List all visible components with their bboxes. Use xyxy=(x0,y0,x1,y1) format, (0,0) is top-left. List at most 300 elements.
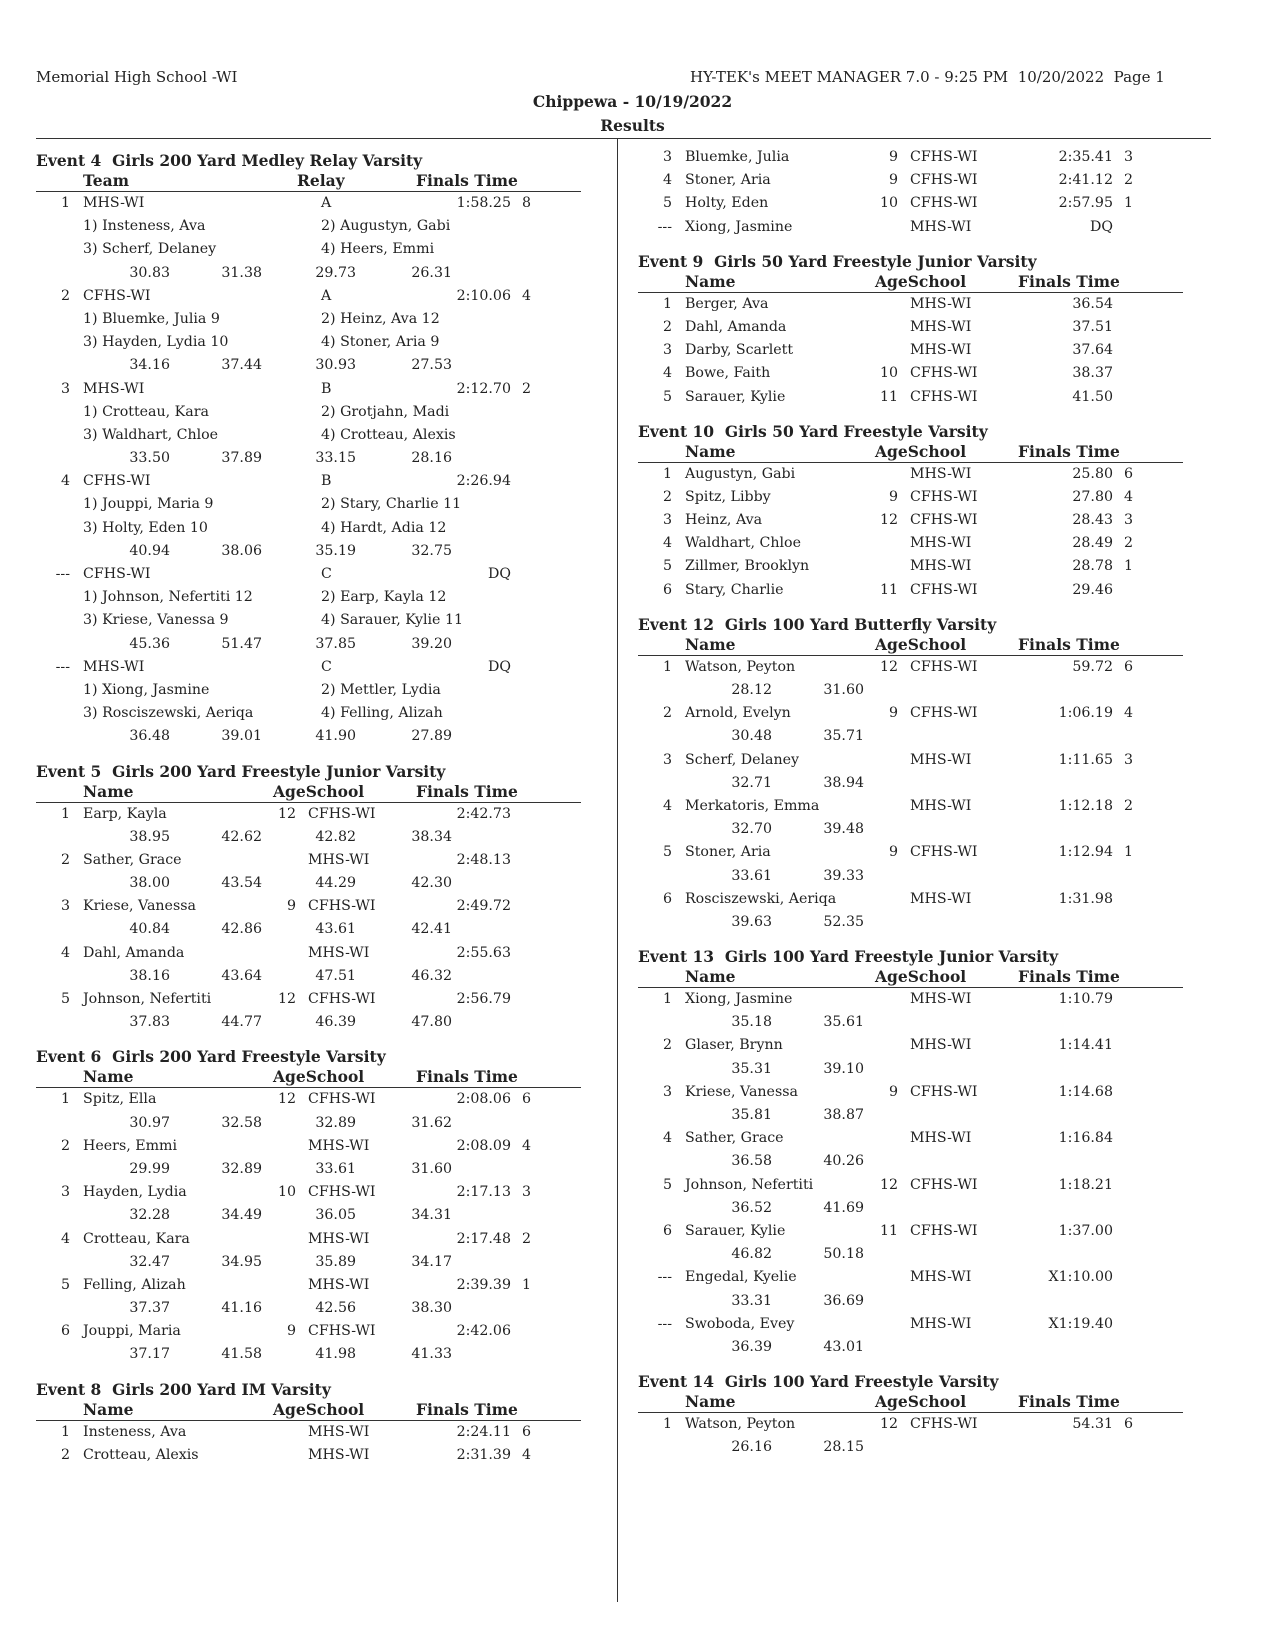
split-row xyxy=(638,1436,1210,1459)
place: 2 xyxy=(662,705,672,722)
finals-time: DQ xyxy=(487,566,511,582)
finals-time: 1:12.94 xyxy=(1058,844,1113,861)
split-time: 35.71 xyxy=(823,728,864,745)
split-time: 29.73 xyxy=(315,264,356,281)
split-time: 34.95 xyxy=(221,1253,262,1270)
age: 11 xyxy=(879,581,898,598)
place: 1 xyxy=(662,295,672,312)
finals-time: 2:42.73 xyxy=(456,805,511,822)
place: 5 xyxy=(60,991,70,1007)
column-header-row xyxy=(36,1400,581,1421)
place: 2 xyxy=(60,1137,70,1154)
split-time: 43.54 xyxy=(221,875,262,892)
finals-time: X1:19.40 xyxy=(1048,1315,1113,1332)
points: 4 xyxy=(1124,488,1134,505)
split-time: 39.20 xyxy=(411,635,452,652)
school: MHS-WI xyxy=(308,1423,370,1440)
relay-swimmers-row xyxy=(36,609,606,632)
split-row xyxy=(638,1290,1210,1313)
split-time: 40.84 xyxy=(129,921,170,938)
result-row xyxy=(36,988,606,1011)
split-time: 29.99 xyxy=(129,1160,170,1177)
relay-swimmer: 1) Johnson, Nefertiti 12 xyxy=(83,589,253,606)
place: 2 xyxy=(60,851,70,868)
relay-swimmer: 3) Scherf, Delaney xyxy=(83,241,217,258)
result-row xyxy=(36,1274,606,1297)
school: CFHS-WI xyxy=(910,1083,978,1100)
swimmer-name: Jouppi, Maria xyxy=(83,1323,181,1340)
event-event5 xyxy=(36,761,606,1035)
points: 2 xyxy=(1124,797,1134,814)
swimmer-name: Sather, Grace xyxy=(685,1130,784,1147)
school: MHS-WI xyxy=(910,465,972,482)
swimmer-name: Glaser, Brynn xyxy=(685,1037,783,1054)
split-row xyxy=(36,633,606,656)
split-time: 41.58 xyxy=(221,1346,262,1363)
results-subtitle: Results xyxy=(600,116,665,135)
split-row xyxy=(638,865,1210,888)
result-row xyxy=(638,1313,1210,1336)
finals-time: 38.37 xyxy=(1072,365,1113,382)
finals-time: 2:39.39 xyxy=(456,1276,511,1293)
split-time: 32.58 xyxy=(221,1114,262,1131)
age: 9 xyxy=(888,488,898,505)
age: 12 xyxy=(879,658,898,675)
split-time: 40.94 xyxy=(129,542,170,559)
result-row xyxy=(638,795,1210,818)
swimmer-name: Kriese, Vanessa xyxy=(685,1083,798,1100)
age: 9 xyxy=(888,844,898,861)
swimmer-name: Rosciszewski, Aeriqa xyxy=(685,890,837,907)
place: --- xyxy=(657,1315,672,1332)
result-row xyxy=(638,888,1210,911)
place: 1 xyxy=(662,991,672,1008)
column-header-row xyxy=(36,171,581,192)
split-time: 32.89 xyxy=(221,1160,262,1177)
split-time: 26.16 xyxy=(731,1439,772,1456)
points: 1 xyxy=(1124,558,1134,575)
split-time: 32.28 xyxy=(129,1207,170,1224)
swimmer-name: Spitz, Libby xyxy=(685,488,771,505)
age: 12 xyxy=(879,1176,898,1193)
column-header-row xyxy=(36,782,581,803)
points: 1 xyxy=(1124,844,1134,861)
split-time: 44.77 xyxy=(221,1014,262,1031)
points: 3 xyxy=(522,1184,532,1201)
place: 3 xyxy=(60,898,70,915)
finals-time: 28.49 xyxy=(1072,535,1113,552)
swimmer-name: Berger, Ava xyxy=(685,295,769,312)
header-name: Name xyxy=(685,1392,736,1412)
place: --- xyxy=(657,218,672,235)
result-row xyxy=(638,1127,1210,1150)
finals-time: 1:18.21 xyxy=(1058,1176,1113,1193)
swimmer-name: Dahl, Amanda xyxy=(685,318,787,335)
split-time: 39.10 xyxy=(823,1060,864,1077)
header-name: Name xyxy=(685,271,736,291)
split-time: 31.38 xyxy=(221,264,262,281)
relay-result-row xyxy=(36,378,606,401)
place: 4 xyxy=(662,797,672,814)
school: CFHS-WI xyxy=(308,1184,376,1201)
relay-swimmer: 4) Sarauer, Kylie 11 xyxy=(321,612,464,629)
age: 12 xyxy=(879,1416,898,1433)
finals-time: 2:49.72 xyxy=(456,898,511,915)
split-time: 30.83 xyxy=(129,264,170,281)
header-ageschool: AgeSchool xyxy=(875,967,967,987)
school: CFHS-WI xyxy=(308,898,376,915)
swimmer-name: Heers, Emmi xyxy=(83,1137,178,1154)
split-time: 31.62 xyxy=(411,1114,452,1131)
event-event13 xyxy=(638,946,1210,1359)
school: CFHS-WI xyxy=(910,581,978,598)
result-row xyxy=(36,1181,606,1204)
software-stamp: HY-TEK's MEET MANAGER 7.0 - 9:25 PM 10/20/2022 Page 1 xyxy=(690,68,1165,86)
relay-result-row xyxy=(36,470,606,493)
header-ageschool: AgeSchool xyxy=(875,634,967,654)
split-time: 33.31 xyxy=(731,1292,772,1309)
team: CFHS-WI xyxy=(83,287,151,304)
split-time: 42.86 xyxy=(221,921,262,938)
school: MHS-WI xyxy=(910,318,972,335)
relay-swimmer: 1) Bluemke, Julia 9 xyxy=(83,310,220,327)
split-row xyxy=(36,540,606,563)
split-time: 34.49 xyxy=(221,1207,262,1224)
split-row xyxy=(36,354,606,377)
meet-host-team: Memorial High School -WI xyxy=(36,68,238,86)
split-row xyxy=(36,826,606,849)
split-time: 46.39 xyxy=(315,1014,356,1031)
relay-swimmer: 4) Heers, Emmi xyxy=(321,241,435,258)
school: CFHS-WI xyxy=(308,1091,376,1108)
split-row xyxy=(638,1104,1210,1127)
relay-swimmer: 2) Heinz, Ava 12 xyxy=(321,310,440,327)
finals-time: 1:12.18 xyxy=(1058,797,1113,814)
place: --- xyxy=(657,1269,672,1286)
result-row xyxy=(638,749,1210,772)
place: 4 xyxy=(662,172,672,189)
split-time: 38.94 xyxy=(823,774,864,791)
split-time: 41.69 xyxy=(823,1199,864,1216)
place: 3 xyxy=(662,1083,672,1100)
split-time: 39.33 xyxy=(823,867,864,884)
points: 3 xyxy=(1124,149,1134,165)
split-time: 43.01 xyxy=(823,1338,864,1355)
split-time: 27.89 xyxy=(411,728,452,745)
split-time: 36.58 xyxy=(731,1153,772,1170)
points: 1 xyxy=(1124,195,1134,212)
place: 1 xyxy=(662,465,672,482)
school: CFHS-WI xyxy=(910,388,978,405)
event-event4 xyxy=(36,150,606,749)
result-row xyxy=(638,1081,1210,1104)
points: 6 xyxy=(522,1091,532,1108)
school: MHS-WI xyxy=(910,558,972,575)
split-row xyxy=(36,1204,606,1227)
swimmer-name: Stoner, Aria xyxy=(685,172,771,189)
right-column xyxy=(638,138,1210,1459)
school: MHS-WI xyxy=(910,751,972,768)
split-row xyxy=(36,1297,606,1320)
split-time: 28.15 xyxy=(823,1439,864,1456)
age: 10 xyxy=(879,195,898,212)
header-finals-time: Finals Time xyxy=(1018,1392,1120,1412)
column-header-row xyxy=(638,967,1183,988)
result-row xyxy=(638,1266,1210,1289)
split-time: 37.85 xyxy=(315,635,356,652)
column-divider xyxy=(617,138,618,1602)
result-row xyxy=(638,146,1210,169)
split-row xyxy=(638,1150,1210,1173)
points: 3 xyxy=(1124,751,1134,768)
result-row xyxy=(638,486,1210,509)
finals-time: 2:48.13 xyxy=(456,851,511,868)
relay-swimmer: 2) Earp, Kayla 12 xyxy=(321,589,447,606)
relay-swimmer: 4) Felling, Alizah xyxy=(321,705,443,722)
header-ageschool: AgeSchool xyxy=(273,1067,365,1087)
school: CFHS-WI xyxy=(910,172,978,189)
age: 11 xyxy=(879,388,898,405)
relay-swimmers-row xyxy=(36,679,606,702)
result-row xyxy=(638,216,1210,239)
split-time: 36.52 xyxy=(731,1199,772,1216)
school: CFHS-WI xyxy=(910,512,978,529)
finals-time: 28.43 xyxy=(1072,512,1113,529)
event-title: Event 14 Girls 100 Yard Freestyle Varsity xyxy=(638,1372,999,1392)
school: CFHS-WI xyxy=(308,1323,376,1340)
place: 3 xyxy=(662,342,672,359)
finals-time: 41.50 xyxy=(1072,388,1113,405)
split-time: 46.82 xyxy=(731,1246,772,1263)
result-row xyxy=(36,895,606,918)
place: 6 xyxy=(662,890,672,907)
place: 5 xyxy=(662,195,672,212)
swimmer-name: Scherf, Delaney xyxy=(685,751,800,768)
school: MHS-WI xyxy=(308,944,370,961)
age: 12 xyxy=(277,805,296,822)
split-row xyxy=(638,1058,1210,1081)
swimmer-name: Xiong, Jasmine xyxy=(685,991,793,1008)
split-time: 32.47 xyxy=(129,1253,170,1270)
split-time: 33.61 xyxy=(315,1160,356,1177)
place: 1 xyxy=(60,1091,70,1108)
relay-swimmer: 3) Hayden, Lydia 10 xyxy=(83,334,229,351)
points: 2 xyxy=(1124,535,1134,552)
place: 3 xyxy=(662,149,672,165)
split-row xyxy=(36,1112,606,1135)
header-relay: Relay xyxy=(297,171,345,190)
relay-swimmers-row xyxy=(36,308,606,331)
event-event10 xyxy=(638,421,1210,602)
result-row xyxy=(638,192,1210,215)
team: CFHS-WI xyxy=(83,566,151,582)
result-row xyxy=(638,1413,1210,1436)
school: MHS-WI xyxy=(910,535,972,552)
school: MHS-WI xyxy=(308,1446,370,1463)
place: 4 xyxy=(60,473,70,490)
relay-letter: A xyxy=(321,287,332,304)
split-time: 42.62 xyxy=(221,828,262,845)
result-row xyxy=(638,463,1210,486)
finals-time: 59.72 xyxy=(1072,658,1113,675)
finals-time: 2:17.13 xyxy=(456,1184,511,1201)
swimmer-name: Waldhart, Chloe xyxy=(685,535,801,552)
column-header-row xyxy=(638,272,1183,293)
swimmer-name: Felling, Alizah xyxy=(83,1276,186,1293)
result-row xyxy=(638,555,1210,578)
place: 2 xyxy=(662,318,672,335)
split-time: 38.30 xyxy=(411,1300,452,1317)
split-time: 36.48 xyxy=(129,728,170,745)
age: 10 xyxy=(277,1184,296,1201)
relay-swimmers-row xyxy=(36,331,606,354)
swimmer-name: Hayden, Lydia xyxy=(83,1184,187,1201)
place: 3 xyxy=(60,1184,70,1201)
header-name: Name xyxy=(83,1399,134,1419)
split-time: 43.61 xyxy=(315,921,356,938)
split-time: 33.61 xyxy=(731,867,772,884)
points: 1 xyxy=(522,1276,532,1293)
split-row xyxy=(36,725,606,748)
relay-result-row xyxy=(36,656,606,679)
swimmer-name: Kriese, Vanessa xyxy=(83,898,196,915)
split-time: 28.16 xyxy=(411,450,452,467)
result-row xyxy=(36,1135,606,1158)
split-row xyxy=(36,965,606,988)
split-time: 35.19 xyxy=(315,542,356,559)
finals-time: 2:56.79 xyxy=(456,991,511,1007)
swimmer-name: Sarauer, Kylie xyxy=(685,388,786,405)
age: 10 xyxy=(879,365,898,382)
place: 1 xyxy=(662,1416,672,1433)
relay-swimmer: 4) Crotteau, Alexis xyxy=(321,426,456,443)
swimmer-name: Holty, Eden xyxy=(685,195,769,212)
result-row xyxy=(638,316,1210,339)
place: 1 xyxy=(60,1423,70,1440)
split-row xyxy=(638,1243,1210,1266)
split-time: 47.80 xyxy=(411,1014,452,1031)
swimmer-name: Johnson, Nefertiti xyxy=(83,991,212,1007)
swimmer-name: Stary, Charlie xyxy=(685,581,784,598)
split-time: 37.44 xyxy=(221,357,262,374)
place: 5 xyxy=(662,1176,672,1193)
relay-swimmer: 2) Grotjahn, Madi xyxy=(321,403,450,420)
split-row xyxy=(36,1343,606,1366)
split-time: 35.89 xyxy=(315,1253,356,1270)
relay-letter: C xyxy=(321,566,332,582)
event-title: Event 5 Girls 200 Yard Freestyle Junior Varsity xyxy=(36,761,446,781)
column-header-row xyxy=(638,1392,1183,1413)
finals-time: 2:41.12 xyxy=(1058,172,1113,189)
meet-title: Chippewa - 10/19/2022 xyxy=(532,92,733,111)
finals-time: 2:17.48 xyxy=(456,1230,511,1247)
relay-swimmer: 4) Stoner, Aria 9 xyxy=(321,334,440,351)
swimmer-name: Dahl, Amanda xyxy=(83,944,185,961)
age: 12 xyxy=(879,512,898,529)
split-time: 39.01 xyxy=(221,728,262,745)
relay-letter: B xyxy=(321,380,332,397)
header-ageschool: AgeSchool xyxy=(273,781,365,801)
split-time: 39.48 xyxy=(823,821,864,838)
event-event8 xyxy=(36,1379,606,1467)
place: 3 xyxy=(662,512,672,529)
swimmer-name: Earp, Kayla xyxy=(83,805,167,822)
relay-swimmers-row xyxy=(36,401,606,424)
finals-time: 37.51 xyxy=(1072,318,1113,335)
points: 6 xyxy=(1124,465,1134,482)
split-time: 33.50 xyxy=(129,450,170,467)
column-header-row xyxy=(36,1067,581,1088)
points: 4 xyxy=(1124,705,1134,722)
event-event6 xyxy=(36,1046,606,1366)
swimmer-name: Darby, Scarlett xyxy=(685,342,794,359)
place: 3 xyxy=(662,751,672,768)
split-time: 32.70 xyxy=(731,821,772,838)
finals-time: 2:08.06 xyxy=(456,1091,511,1108)
place: --- xyxy=(55,566,70,582)
finals-time: 2:24.11 xyxy=(456,1423,511,1440)
age: 9 xyxy=(888,705,898,722)
place: 2 xyxy=(662,488,672,505)
split-time: 28.12 xyxy=(731,682,772,698)
place: 5 xyxy=(662,558,672,575)
points: 2 xyxy=(522,1230,532,1247)
result-row xyxy=(638,169,1210,192)
relay-result-row xyxy=(36,192,606,215)
points: 2 xyxy=(1124,172,1134,189)
place: 6 xyxy=(662,581,672,598)
finals-time: 27.80 xyxy=(1072,488,1113,505)
event-title: Event 12 Girls 100 Yard Butterfly Varsity xyxy=(638,614,997,634)
result-row xyxy=(36,1444,606,1467)
event-title: Event 4 Girls 200 Yard Medley Relay Varsity xyxy=(36,151,423,170)
school: MHS-WI xyxy=(910,1037,972,1054)
result-row xyxy=(638,386,1210,409)
place: 2 xyxy=(60,1446,70,1463)
split-time: 41.90 xyxy=(315,728,356,745)
result-row xyxy=(638,1034,1210,1057)
swimmer-name: Sarauer, Kylie xyxy=(685,1222,786,1239)
school: CFHS-WI xyxy=(910,1176,978,1193)
relay-letter: C xyxy=(321,658,332,675)
place: 4 xyxy=(60,1230,70,1247)
place: 5 xyxy=(662,388,672,405)
split-row xyxy=(36,1251,606,1274)
split-time: 34.17 xyxy=(411,1253,452,1270)
place: 5 xyxy=(662,844,672,861)
header-ageschool: AgeSchool xyxy=(273,1399,365,1419)
result-row xyxy=(638,532,1210,555)
place: 6 xyxy=(662,1222,672,1239)
result-row xyxy=(638,1174,1210,1197)
points: 3 xyxy=(1124,512,1134,529)
age: 11 xyxy=(879,1222,898,1239)
header-ageschool: AgeSchool xyxy=(875,1392,967,1412)
age: 9 xyxy=(286,898,296,915)
swimmer-name: Stoner, Aria xyxy=(685,844,771,861)
result-row xyxy=(36,1228,606,1251)
event-title: Event 8 Girls 200 Yard IM Varsity xyxy=(36,1379,331,1399)
result-row xyxy=(36,942,606,965)
finals-time: 2:08.09 xyxy=(456,1137,511,1154)
result-row xyxy=(638,579,1210,602)
split-row xyxy=(638,679,1210,702)
finals-time: 54.31 xyxy=(1072,1416,1113,1433)
finals-time: 1:06.19 xyxy=(1058,705,1113,722)
relay-swimmers-row xyxy=(36,493,606,516)
event-event8 xyxy=(638,146,1210,239)
split-row xyxy=(638,818,1210,841)
